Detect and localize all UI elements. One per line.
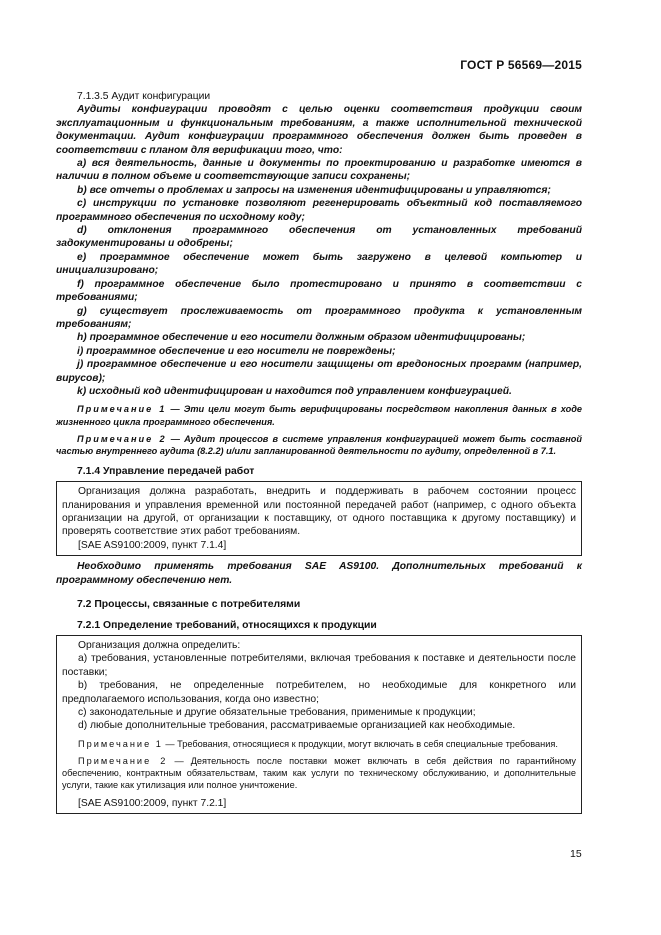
list-item: c) инструкции по установке позволяют регенерировать объектный код поставляемого программного обеспечения по исходному коду; <box>56 198 582 223</box>
section-7-1-3-5-note-1 <box>56 403 582 427</box>
section-7-1-3-5-note-2 <box>56 433 582 457</box>
note-text: — Деятельность после поставки может включать в себя действия по гарантийному обеспечению, контрактным обязательствам, таким как услуги по техническому обслуживанию, и дополнительные услуги, такие как утилизация или полное уничтожение. <box>62 756 577 791</box>
section-7-2-1-heading: 7.2.1 Определение требований, относящихся к продукции <box>77 620 377 631</box>
section-7-2-heading: 7.2 Процессы, связанные с потребителями <box>77 599 301 610</box>
section-7-1-4-box-text: Организация должна разработать, внедрить и поддерживать в рабочем состоянии процесс планирования и управления временной или постоянной передачей работ (например, с одного объекта организации на другой, от организации к поставщику, от одного поставщика к другому поставщику) и проверять соответствие этих работ требованиям. <box>62 486 576 538</box>
list-item: a) требования, установленные потребителями, включая требования к поставке и деятельности после поставки; <box>62 653 576 678</box>
list-item: d) любые дополнительные требования, рассматриваемые организацией как необходимые. <box>78 720 516 732</box>
section-7-1-4-box-reference: [SAE AS9100:2009, пункт 7.1.4] <box>78 539 227 551</box>
page-content <box>56 90 582 814</box>
section-7-2-1-reference: [SAE AS9100:2009, пункт 7.2.1] <box>78 797 227 809</box>
list-item: a) вся деятельность, данные и документы по проектированию и разработке имеются в наличии в полном объеме и соответствующие записи сохранены; <box>56 158 582 183</box>
list-item: c) законодательные и другие обязательные требования, применимые к продукции; <box>78 707 476 719</box>
section-7-2-1-quote-box <box>56 635 582 814</box>
section-7-2-1-lead: Организация должна определить: <box>78 640 241 651</box>
list-item: f) программное обеспечение было протестировано и принято в соответствии с требованиями; <box>56 278 582 304</box>
list-item: h) программное обеспечение и его носители должным образом идентифицированы; <box>77 332 526 344</box>
section-7-1-3-5-heading: 7.1.3.5 Аудит конфигурации <box>77 91 211 102</box>
section-7-1-4-requirement: Необходимо применять требования SAE AS9100. Дополнительных требований к программному обеспечению нет. <box>56 561 582 586</box>
list-item: b) все отчеты о проблемах и запросы на изменения идентифицированы и управляются; <box>77 184 551 196</box>
note-text: — Аудит процессов в системе управления конфигурацией может быть составной частью внутреннего аудита (8.2.2) и/или запланированной деятельности по аудиту, определенной в 7.1. <box>56 433 582 456</box>
section-7-2-1-note-2 <box>62 755 576 792</box>
note-label: Примечание 1 <box>78 738 163 749</box>
note-label: Примечание 2 <box>77 433 167 444</box>
note-label: Примечание 2 <box>78 756 168 767</box>
list-item: e) программное обеспечение может быть загружено в целевой компьютер и инициализировано; <box>56 251 582 277</box>
section-7-1-3-5-intro: Аудиты конфигурации проводят с целью оценки соответствия продукции своим эксплуатационным и функциональным требованиям, а также исполнительной технической документации. Аудит конфигурации программного обеспечения должен быть проведен в соответствии с планом для верификации того, что: <box>56 104 582 156</box>
section-7-2-1-note-1 <box>62 738 576 750</box>
list-item: j) программное обеспечение и его носители защищены от вредоносных программ (например, вирусов); <box>56 359 582 384</box>
list-item: i) программное обеспечение и его носители не повреждены; <box>77 345 396 357</box>
note-label: Примечание 1 <box>77 404 167 415</box>
section-7-1-4-quote-box <box>56 481 582 556</box>
list-item: b) требования, не определенные потребителем, но необходимые для конкретного или предполагаемого использования, когда оно известно; <box>62 680 576 705</box>
section-7-1-4-heading: 7.1.4 Управление передачей работ <box>77 466 255 478</box>
list-item: k) исходный код идентифицирован и находится под управлением конфигурацией. <box>77 385 512 397</box>
list-item: d) отклонения программного обеспечения от установленных требований задокументированы и одобрены; <box>56 225 582 250</box>
page-number: 15 <box>570 848 582 860</box>
standard-code: ГОСТ Р 56569—2015 <box>460 58 582 72</box>
note-text: — Эти цели могут быть верифицированы посредством накопления данных в ходе жизненного цикла программного обеспечения. <box>56 404 582 427</box>
list-item: g) существует прослеживаемость от программного продукта к установленным требованиям; <box>56 305 582 330</box>
note-text: — Требования, относящиеся к продукции, могут включать в себя специальные требования. <box>162 738 558 749</box>
